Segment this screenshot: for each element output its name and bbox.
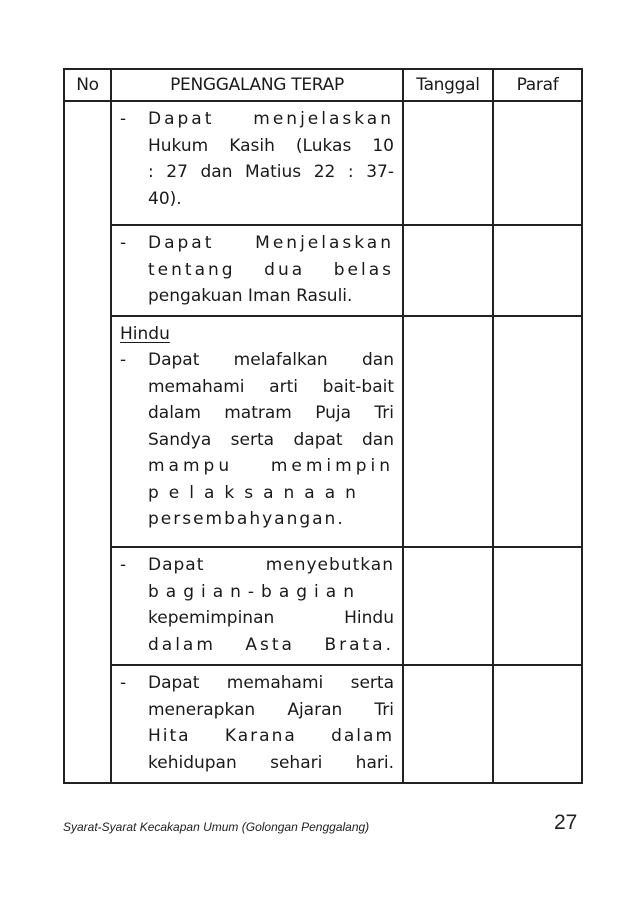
signature-cell[interactable]: [493, 547, 582, 665]
list-item: [120, 106, 394, 212]
requirement-text: Dapat Menjelaskan tentang dua belas pengakuan Iman Rasuli.: [148, 233, 394, 306]
date-cell[interactable]: [403, 665, 493, 783]
requirement-cell: [111, 101, 403, 225]
signature-cell[interactable]: [493, 101, 582, 225]
bullet-dash: -: [120, 350, 127, 370]
date-cell[interactable]: [403, 225, 493, 316]
requirement-cell: [111, 547, 403, 665]
table-header-row: [64, 69, 582, 101]
signature-cell[interactable]: [493, 316, 582, 547]
requirement-cell: [111, 225, 403, 316]
bullet-dash: -: [120, 233, 127, 253]
page-number: 27: [554, 811, 578, 834]
bullet-dash: -: [120, 673, 127, 693]
date-cell[interactable]: [403, 101, 493, 225]
requirement-text: Dapat menjelaskan Hukum Kasih (Lukas 10 : 27 dan Matius 22 : 37- 40).: [148, 109, 394, 209]
table-row: [64, 225, 582, 316]
bullet-dash: -: [120, 555, 127, 575]
date-cell[interactable]: [403, 547, 493, 665]
header-date: Tanggal: [403, 69, 493, 101]
list-item: [120, 552, 394, 658]
requirement-cell: [111, 665, 403, 783]
requirement-text: Dapat memahami serta menerapkan Ajaran Tri Hita Karana dalam kehidupan sehari hari.: [148, 673, 394, 773]
table-row: [64, 316, 582, 547]
header-requirement: PENGGALANG TERAP: [111, 69, 403, 101]
list-item: [120, 230, 394, 310]
table-row: [64, 665, 582, 783]
signature-cell[interactable]: [493, 665, 582, 783]
list-item: [120, 670, 394, 776]
signature-cell[interactable]: [493, 225, 582, 316]
number-cell: [64, 101, 111, 783]
table-row: [64, 547, 582, 665]
header-signature: Paraf: [493, 69, 582, 101]
requirement-text: Dapat melafalkan dan memahami arti bait-bait dalam matram Puja Tri Sandya serta dapat dan mampu memimpin pelaksanaan persembahyangan.: [148, 350, 394, 529]
section-heading-hindu: Hindu: [120, 324, 170, 344]
requirement-cell: [111, 316, 403, 547]
header-no: No: [64, 69, 111, 101]
table-row: [64, 101, 582, 225]
requirements-table: [63, 68, 583, 784]
footer-title: Syarat-Syarat Kecakapan Umum (Golongan Penggalang): [63, 820, 370, 834]
requirement-text: Dapat menyebutkan bagian-bagian kepemimpinan Hindu dalam Asta Brata.: [148, 555, 394, 655]
date-cell[interactable]: [403, 316, 493, 547]
list-item: [120, 347, 394, 533]
bullet-dash: -: [120, 109, 127, 129]
